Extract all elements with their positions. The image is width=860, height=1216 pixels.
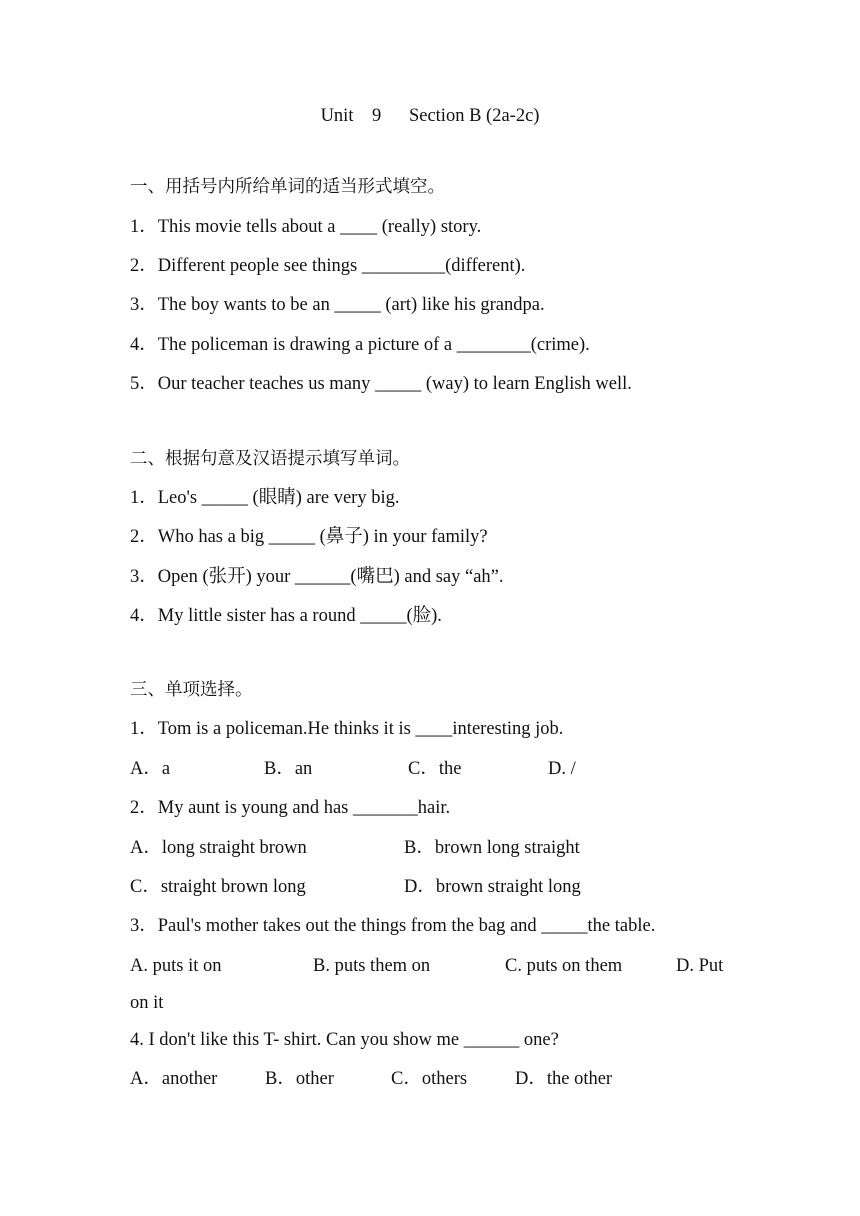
section3-question-1: 1．Tom is a policeman.He thinks it is ____interesting job. bbox=[130, 719, 564, 739]
section1-heading: 一、用括号内所给单词的适当形式填空。 bbox=[130, 177, 445, 197]
section3-question-3: 3．Paul's mother takes out the things from the bag and _____the table. bbox=[130, 916, 656, 936]
q2-option-b: B．brown long straight bbox=[404, 838, 580, 858]
q2-option-a: A．long straight brown bbox=[130, 838, 307, 858]
section2-question-3: 3．Open (张开) your ______(嘴巴) and say “ah”. bbox=[130, 567, 504, 587]
q4-option-a: A．another bbox=[130, 1069, 218, 1089]
q2-option-d: D．brown straight long bbox=[404, 877, 581, 897]
q1-option-d: D. / bbox=[548, 759, 576, 779]
section1-question-5: 5．Our teacher teaches us many _____ (way) to learn English well. bbox=[130, 374, 632, 394]
q4-option-d: D．the other bbox=[515, 1069, 613, 1089]
section3-question-4: 4. I don't like this T- shirt. Can you show me ______ one? bbox=[130, 1030, 559, 1050]
q3-option-d: D. Put bbox=[676, 956, 724, 976]
q2-option-c: C．straight brown long bbox=[130, 877, 306, 897]
section2-question-1: 1．Leo's _____ (眼睛) are very big. bbox=[130, 488, 400, 508]
section2-heading: 二、根据句意及汉语提示填写单词。 bbox=[130, 449, 410, 469]
q4-option-c: C．others bbox=[391, 1069, 468, 1089]
section3-heading: 三、单项选择。 bbox=[130, 680, 253, 700]
section1-question-3: 3．The boy wants to be an _____ (art) like his grandpa. bbox=[130, 295, 545, 315]
q1-option-c: C．the bbox=[408, 759, 462, 779]
q4-option-b: B．other bbox=[265, 1069, 334, 1089]
q1-option-a: A．a bbox=[130, 759, 171, 779]
q1-option-b: B．an bbox=[264, 759, 313, 779]
section1-question-1: 1．This movie tells about a ____ (really) story. bbox=[130, 217, 482, 237]
q3-option-a: A. puts it on bbox=[130, 956, 222, 976]
section2-question-4: 4．My little sister has a round _____(脸). bbox=[130, 606, 442, 626]
q3-option-c: C. puts on them bbox=[505, 956, 623, 976]
section3-question-2: 2．My aunt is young and has _______hair. bbox=[130, 798, 451, 818]
section1-question-2: 2．Different people see things _________(different). bbox=[130, 256, 526, 276]
section1-question-4: 4．The policeman is drawing a picture of a ________(crime). bbox=[130, 335, 590, 355]
q3-option-b: B. puts them on bbox=[313, 956, 431, 976]
section2-question-2: 2．Who has a big _____ (鼻子) in your family? bbox=[130, 527, 488, 547]
q3-option-d-continuation: on it bbox=[130, 993, 164, 1013]
page-title: Unit 9 Section B (2a-2c) bbox=[320, 106, 540, 126]
